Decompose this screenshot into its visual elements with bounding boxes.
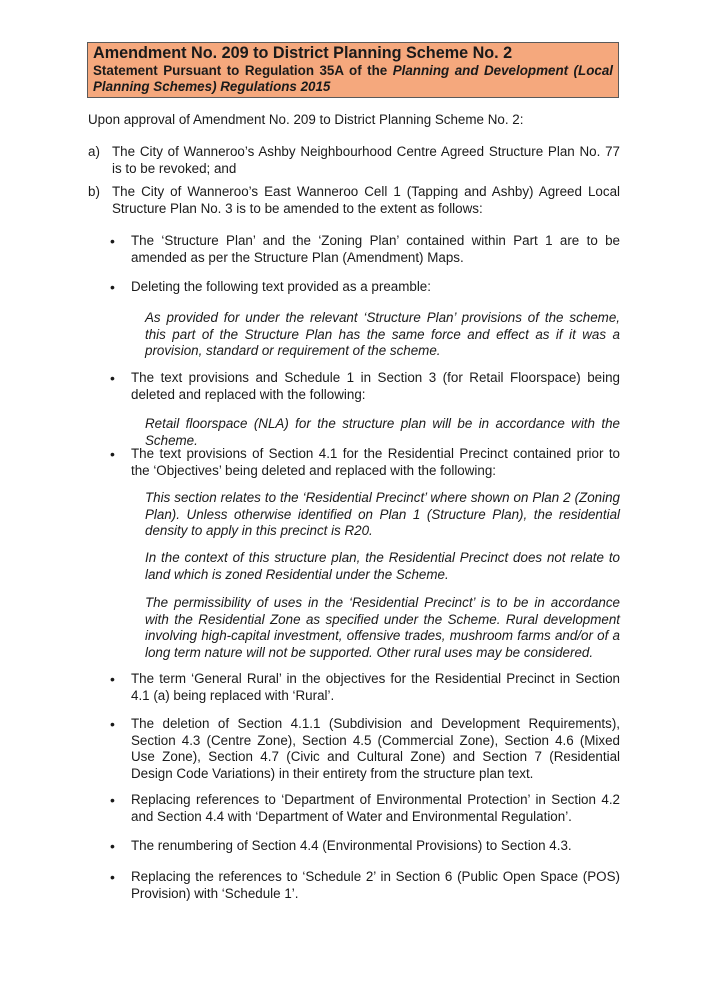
quoted-text: This section relates to the ‘Residential Precinct’ where shown on Plan 2 (Zoning Plan). Unless otherwise identified on Plan 1 (Structure Plan), the residential density to apply in this precinct is R20.: [145, 490, 620, 538]
document-subtitle: [93, 63, 613, 95]
subtitle-prefix: Statement Pursuant to Regulation 35A of the: [93, 63, 393, 78]
quoted-text: As provided for under the relevant ‘Structure Plan’ provisions of the scheme, this part of the Structure Plan has the same force and effect as if it was a provision, standard or requirement of the scheme.: [145, 310, 620, 358]
bullet-item: [110, 869, 620, 902]
bullet-icon: •: [110, 671, 115, 687]
header-box: [87, 42, 619, 98]
bullet-item: [110, 279, 620, 296]
bullet-text: The ‘Structure Plan’ and the ‘Zoning Plan’ contained within Part 1 are to be amended as per the Structure Plan (Amendment) Maps.: [131, 233, 620, 265]
list-marker: b): [88, 184, 100, 199]
bullet-text: Replacing references to ‘Department of Environmental Protection’ in Section 4.2 and Section 4.4 with ‘Department of Water and Environmental Regulation’.: [131, 792, 620, 824]
quoted-text: The permissibility of uses in the ‘Residential Precinct’ is to be in accordance with the Residential Zone as specified under the Scheme. Rural development involving high-capital investment, offensive trades, mushroom farms and/or of a long term nature will not be supported. Other rural uses may be considered.: [145, 595, 620, 660]
list-item-text: The City of Wanneroo’s East Wanneroo Cell 1 (Tapping and Ashby) Agreed Local Structure Plan No. 3 is to be amended to the extent as follows:: [112, 184, 620, 216]
bullet-text: The text provisions of Section 4.1 for the Residential Precinct contained prior to the ‘Objectives’ being deleted and replaced with the following:: [131, 446, 620, 478]
list-item-b: [88, 184, 620, 217]
list-item-text: The City of Wanneroo’s Ashby Neighbourhood Centre Agreed Structure Plan No. 77 is to be revoked; and: [112, 144, 620, 176]
list-marker: a): [88, 144, 100, 159]
bullet-icon: •: [110, 370, 115, 386]
bullet-text: The term ‘General Rural’ in the objectives for the Residential Precinct in Section 4.1 (a) being replaced with ‘Rural’.: [131, 671, 620, 703]
quoted-text: Retail floorspace (NLA) for the structure plan will be in accordance with the Scheme.: [145, 416, 620, 448]
bullet-text: Deleting the following text provided as a preamble:: [131, 279, 431, 294]
bullet-text: The deletion of Section 4.1.1 (Subdivision and Development Requirements), Section 4.3 (Centre Zone), Section 4.5 (Commercial Zone), Section 4.6 (Mixed Use Zone), Section 4.7 (Civic and Cultural Zone) and Section 7 (Residential Design Code Variations) in their entirety from the structure plan text.: [131, 716, 620, 781]
bullet-text: The renumbering of Section 4.4 (Environmental Provisions) to Section 4.3.: [131, 838, 572, 853]
bullet-icon: •: [110, 279, 115, 295]
list-item-a: [88, 144, 620, 177]
bullet-icon: •: [110, 233, 115, 249]
bullet-icon: •: [110, 838, 115, 854]
bullet-item: [110, 233, 620, 266]
subtitle-regulation-name: Planning and Development (Local Planning Schemes) Regulations 2015: [93, 63, 613, 94]
document-title: Amendment No. 209 to District Planning Scheme No. 2: [93, 44, 513, 62]
bullet-item: [110, 671, 620, 704]
intro-paragraph: Upon approval of Amendment No. 209 to District Planning Scheme No. 2:: [88, 112, 524, 127]
bullet-item: [110, 716, 620, 782]
bullet-item: [110, 446, 620, 479]
bullet-item: [110, 370, 620, 403]
bullet-item: [110, 838, 620, 855]
bullet-icon: •: [110, 716, 115, 732]
bullet-text: The text provisions and Schedule 1 in Section 3 (for Retail Floorspace) being deleted and replaced with the following:: [131, 370, 620, 402]
bullet-text: Replacing the references to ‘Schedule 2’ in Section 6 (Public Open Space (POS) Provision) with ‘Schedule 1’.: [131, 869, 620, 901]
bullet-icon: •: [110, 869, 115, 885]
bullet-item: [110, 792, 620, 825]
bullet-icon: •: [110, 446, 115, 462]
bullet-icon: •: [110, 792, 115, 808]
quoted-text: In the context of this structure plan, the Residential Precinct does not relate to land which is zoned Residential under the Scheme.: [145, 550, 620, 582]
